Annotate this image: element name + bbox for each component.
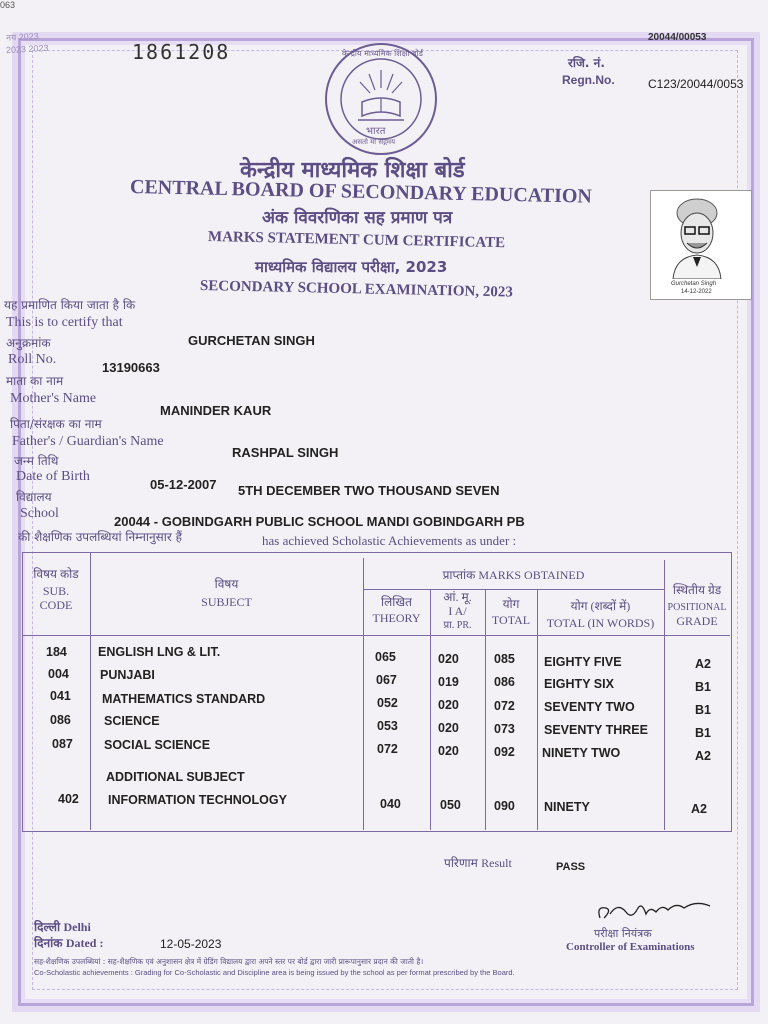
corner-number: 063 (0, 0, 16, 10)
place-label: दिल्ली Delhi (34, 920, 91, 934)
photo-signature: Gurchetan Singh (671, 281, 717, 287)
controller-label-en: Controller of Examinations (566, 941, 695, 953)
exam-title-en: SECONDARY SCHOOL EXAMINATION, 2023 (199, 278, 513, 301)
controller-label-hi: परीक्षा नियंत्रक (594, 927, 652, 940)
school-name: 20044 - GOBINDGARH PUBLIC SCHOOL MANDI GOBINDGARH PB (114, 514, 525, 529)
col-grade-hi: स्थितीय ग्रेड (672, 583, 722, 597)
father-name: RASHPAL SINGH (232, 445, 339, 460)
col-theory-en: THEORY (372, 611, 421, 625)
photo-date: 14-12-2022 (681, 289, 712, 295)
certificate-title-en: MARKS STATEMENT CUM CERTIFICATE (207, 229, 506, 252)
col-subject-hi: विषय (214, 577, 239, 591)
col-total-en: TOTAL (491, 613, 531, 627)
col-code-en2: CODE (39, 598, 73, 612)
certificate-title-hi: अंक विवरणिका सह प्रमाण पत्र (262, 208, 453, 228)
regn-label-hi: रजि. नं. (568, 56, 605, 70)
candidate-name: GURCHETAN SINGH (188, 333, 315, 348)
board-name-hi: केन्द्रीय माध्यमिक शिक्षा बोर्ड (240, 158, 465, 183)
col-theory-hi: लिखित (380, 595, 412, 609)
col-ia-en: I A/ (448, 604, 467, 618)
additional-subject-label: ADDITIONAL SUBJECT (106, 770, 245, 784)
col-words-hi: योग (शब्दों में) (570, 599, 631, 613)
mother-label-hi: माता का नाम (6, 374, 64, 388)
regn-label-en: Regn.No. (562, 73, 615, 87)
dated-label: दिनांक Dated : (34, 936, 104, 950)
school-label-en: School (20, 506, 59, 521)
col-total-hi: योग (502, 597, 520, 611)
school-label-hi: विद्यालय (16, 490, 52, 504)
certify-label-hi: यह प्रमाणित किया जाता है कि (4, 298, 136, 312)
col-words-en: TOTAL (IN WORDS) (546, 616, 655, 630)
controller-signature-icon (592, 896, 722, 926)
stamp-line-1: नय 2023 (5, 31, 40, 43)
certificate-paper: 063 नय 2023 2023 2023 1861208 20044/00053 रजि. नं. Regn.No. C123/20044/0053 केन्द्रीय माध्यमिक शिक्षा बोर्ड भारत असतो मा सद्गमय केन्द्रीय माध्यमिक शिक्षा बोर्ड CENTRAL BOARD OF SECONDARY EDUCATION अंक विवरणिका सह प्रमाण पत्र MARKS STATEMENT CUM CERTIFICATE माध्यमिक विद्यालय परीक्षा, 2023 SECONDARY SCHOOL EXAMINATION, 2023 Gurchetan Singh 14-12-2022 यह प्रमाणित किया जाता है कि This is to certify that GURCHETAN SINGH अनुक्रमांक Roll No. 13190663 माता का नाम Mother's Name MANINDER KAUR पिता/संरक्षक का नाम Father's / Guardian's Name RASHPAL SINGH जन्म तिथि Date of Birth 05-12-2007 5TH DECEMBER TWO THOUSAND SEVEN विद्यालय School 20044 - GOBINDGARH PUBLIC SCHOOL MANDI GOBINDGARH PB की शैक्षणिक उपलब्धियां निम्नानुसार हैं has achieved Scholastic Achievements as under : विषय कोड SUB. CODE विषय SUBJECT प्राप्तांक MARKS OBTAINED लिखित THEORY आं. मू. I A/ प्रा. PR. योग TOTAL योग (शब्दों में) TOTAL (IN WORDS) स्थितीय ग्रेड POSITIONAL GRADE 184 ENGLISH LNG & LIT. 065 020 085 EIGHTY FIVE A2 004 PUNJABI 067 019 086 EIGHTY SIX B1 041 MATHEMATICS STANDARD 052 020 072 SEVENTY TWO B1 086 SCIENCE 053 020 073 SEVENTY THREE B1 087 SOCIAL SCIENCE 072 020 092 NINETY TWO A2 ADDITIONAL SUBJECT 402 INFORMATION TECHNOLOGY 040 050 090 NINETY A2 परिणाम Result PASS दिल्ली Delhi दिनांक Dated : 12-05-2023 परीक्षा नियंत्रक Controller of Examinations सह-शैक्षणिक उपलब्धियां : सह-शैक्षणिक एवं अनुशासन क्षेत्र में ग्रेडिंग विद्यालय द्वारा अपने स्तर पर बोर्ड द्वारा जारी प्रारूपानुसार प्रदान की जाती है। Co-Scholastic achievements : Grading for Co-Scholastic and Discipline area is being issued by the school as per format prescribed by the Board. (0, 0, 768, 1024)
board-name-en: CENTRAL BOARD OF SECONDARY EDUCATION (129, 176, 593, 208)
result-value: PASS (556, 861, 586, 873)
col-code-en1: SUB. (42, 584, 70, 598)
father-label-hi: पिता/संरक्षक का नाम (10, 417, 102, 431)
roll-label-en: Roll No. (8, 352, 57, 367)
mother-name: MANINDER KAUR (160, 403, 272, 418)
result-label: परिणाम Result (444, 856, 512, 870)
doc-code: 20044/00053 (648, 32, 707, 43)
achieved-label-en: has achieved Scholastic Achievements as under : (262, 533, 517, 548)
certify-label-en: This is to certify that (6, 315, 123, 330)
col-ia-hi: आं. मू. (443, 590, 472, 604)
col-subject-en: SUBJECT (201, 595, 252, 609)
co-scholastic-note-en: Co-Scholastic achievements : Grading for Co-Scholastic and Discipline area is being issued by the school as per format prescribed by the Board. (34, 968, 515, 977)
col-grade-en1: POSITIONAL (667, 602, 727, 613)
achieved-label-hi: की शैक्षणिक उपलब्धियां निम्नानुसार हैं (18, 530, 182, 544)
col-ia-hi2: प्रा. PR. (443, 620, 472, 631)
person-photo-icon (651, 191, 751, 279)
co-scholastic-note-hi: सह-शैक्षणिक उपलब्धियां : सह-शैक्षणिक एवं अनुशासन क्षेत्र में ग्रेडिंग विद्यालय द्वारा अपने स्तर पर बोर्ड द्वारा जारी प्रारूपानुसार प्रदान की जाती है। (34, 957, 424, 966)
mother-label-en: Mother's Name (10, 391, 97, 406)
serial-number: 1861208 (132, 40, 231, 64)
col-marks-header: प्राप्तांक MARKS OBTAINED (442, 568, 585, 582)
dob-label-hi: जन्म तिथि (14, 454, 59, 468)
emblem-ring-text: केन्द्रीय माध्यमिक शिक्षा बोर्ड (342, 49, 423, 58)
dob-words: 5TH DECEMBER TWO THOUSAND SEVEN (238, 483, 500, 498)
exam-title-hi: माध्यमिक विद्यालय परीक्षा, 2023 (255, 258, 448, 276)
father-label-en: Father's / Guardian's Name (12, 434, 164, 449)
col-grade-en2: GRADE (676, 614, 718, 628)
stamp-line-2: 2023 2023 (5, 42, 49, 56)
roll-label-hi: अनुक्रमांक (6, 336, 51, 350)
emblem-motto: असतो मा सद्गमय (352, 138, 396, 146)
emblem-caption: भारत (366, 126, 386, 137)
dob-label-en: Date of Birth (16, 469, 90, 484)
roll-number: 13190663 (102, 360, 160, 375)
candidate-photo (650, 190, 752, 300)
col-code-hi: विषय कोड (33, 567, 79, 581)
dob-value: 05-12-2007 (150, 477, 217, 492)
issue-date: 12-05-2023 (160, 937, 222, 951)
regn-value: C123/20044/0053 (648, 77, 744, 91)
